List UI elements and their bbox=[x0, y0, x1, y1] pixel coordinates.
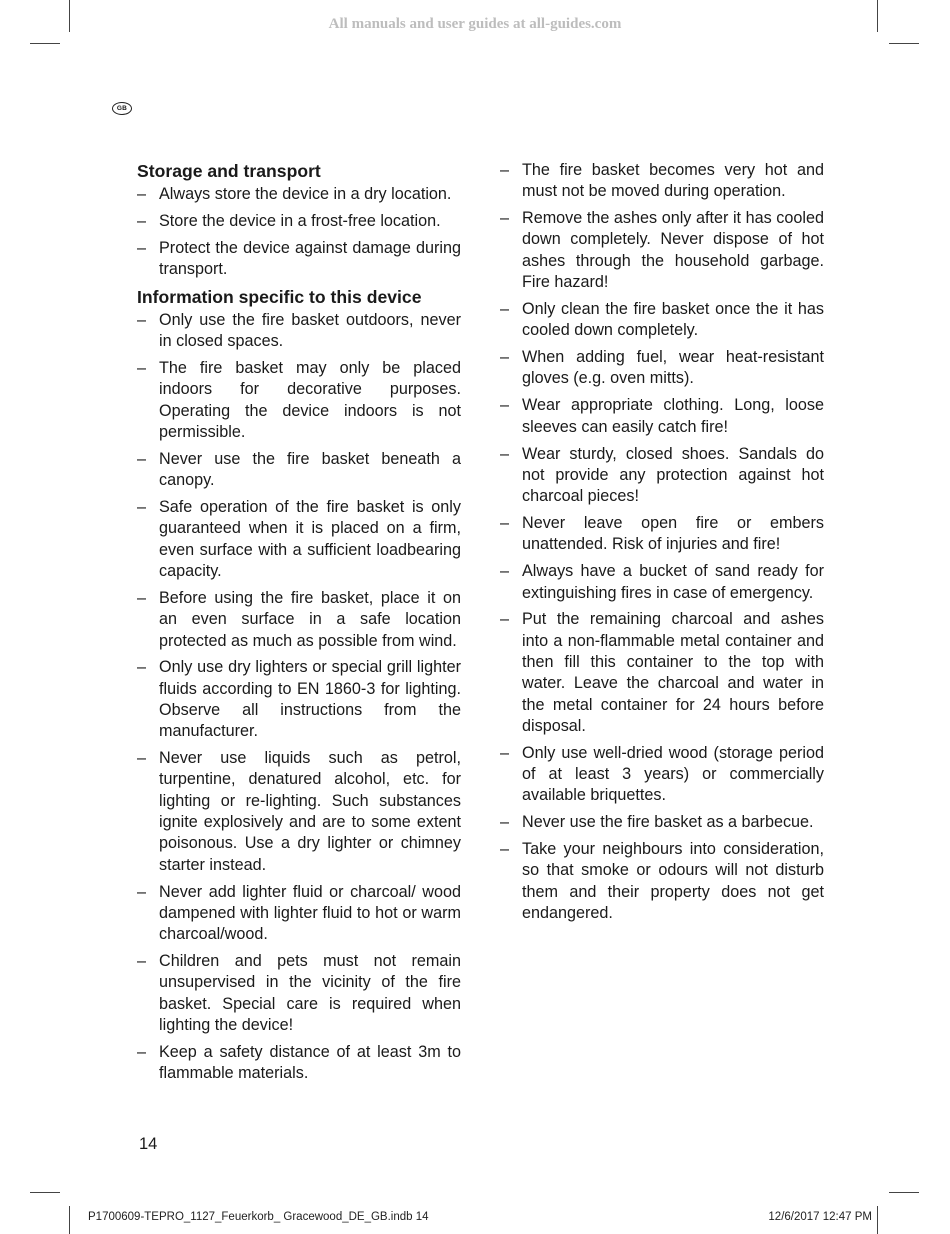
bullet-dash: – bbox=[500, 610, 510, 629]
bullet-dash: – bbox=[137, 658, 147, 677]
list-item bbox=[137, 588, 461, 652]
left-column bbox=[137, 160, 461, 1090]
language-badge: GB bbox=[112, 102, 132, 115]
storage-heading: Storage and transport bbox=[137, 161, 321, 181]
list-item-text: Protect the device against damage during transport. bbox=[159, 238, 461, 279]
bullet-dash: – bbox=[500, 813, 510, 832]
crop-mark bbox=[877, 1206, 878, 1234]
list-item bbox=[137, 449, 461, 492]
info-list bbox=[137, 310, 461, 1084]
list-item bbox=[500, 561, 824, 604]
list-item-text: Never use the fire basket as a barbecue. bbox=[522, 813, 814, 832]
list-item-text: Only use dry lighters or special grill lighter fluids according to EN 1860-3 for lighting. Observe all instructions from the manufacturer. bbox=[159, 658, 461, 741]
list-item-text: Always have a bucket of sand ready for extinguishing fires in case of emergency. bbox=[522, 562, 824, 602]
bullet-dash: – bbox=[500, 840, 510, 859]
bullet-dash: – bbox=[137, 882, 147, 901]
bullet-dash: – bbox=[500, 444, 510, 463]
list-item-text: Only clean the fire basket once the it has cooled down completely. bbox=[522, 299, 824, 340]
bullet-dash: – bbox=[137, 310, 147, 329]
list-item bbox=[500, 395, 824, 438]
list-item bbox=[500, 812, 824, 833]
crop-mark bbox=[889, 1192, 919, 1193]
bullet-dash: – bbox=[500, 348, 510, 367]
list-item bbox=[500, 299, 824, 342]
right-list bbox=[500, 160, 824, 924]
info-heading: Information specific to this device bbox=[137, 286, 422, 307]
list-item-text: Store the device in a frost-free location. bbox=[159, 211, 441, 230]
list-item-text: Only use the fire basket outdoors, never in closed spaces. bbox=[159, 310, 461, 351]
storage-list bbox=[137, 184, 461, 280]
footer-file-name: P1700609-TEPRO_1127_Feuerkorb_ Gracewood_DE_GB.indb 14 bbox=[88, 1211, 429, 1223]
bullet-dash: – bbox=[137, 1042, 147, 1061]
footer-date: 12/6/2017 12:47 PM bbox=[768, 1211, 872, 1223]
list-item bbox=[137, 211, 461, 232]
bullet-dash: – bbox=[500, 161, 510, 179]
bullet-dash: – bbox=[137, 211, 147, 230]
list-item bbox=[137, 184, 461, 205]
list-item bbox=[137, 1042, 461, 1085]
list-item bbox=[500, 208, 824, 293]
list-item-text: Keep a safety distance of at least 3m to flammable materials. bbox=[159, 1042, 461, 1083]
watermark: All manuals and user guides at all-guides.com bbox=[328, 16, 622, 32]
list-item-text: Put the remaining charcoal and ashes into a non-flammable metal container and then fill this container to the top with water. Leave the charcoal and water in the metal container for 24 hours before disposal. bbox=[522, 610, 824, 735]
crop-mark bbox=[30, 1192, 60, 1193]
bullet-dash: – bbox=[137, 359, 147, 378]
list-item bbox=[137, 882, 461, 946]
bullet-dash: – bbox=[500, 562, 510, 581]
bullet-dash: – bbox=[137, 498, 147, 517]
right-column bbox=[500, 160, 824, 930]
crop-mark bbox=[69, 0, 70, 32]
list-item bbox=[137, 310, 461, 353]
list-item-text: The fire basket becomes very hot and must not be moved during operation. bbox=[522, 161, 824, 201]
bullet-dash: – bbox=[137, 449, 147, 468]
bullet-dash: – bbox=[500, 209, 510, 228]
bullet-dash: – bbox=[137, 952, 147, 971]
page-number: 14 bbox=[139, 1135, 158, 1153]
bullet-dash: – bbox=[137, 238, 147, 257]
list-item-text: Only use well-dried wood (storage period of at least 3 years) or commercially available briquettes. bbox=[522, 743, 824, 805]
bullet-dash: – bbox=[500, 299, 510, 318]
crop-mark bbox=[889, 43, 919, 44]
crop-mark bbox=[30, 43, 60, 44]
list-item-text: Never use liquids such as petrol, turpentine, denatured alcohol, etc. for lighting or re-lighting. Such substances ignite explosively and are to some extent poisonous. Use a dry lighter or chimney starter instead. bbox=[159, 749, 461, 874]
list-item-text: The fire basket may only be placed indoors for decorative purposes. Operating the device indoors is not permissible. bbox=[159, 359, 461, 442]
bullet-dash: – bbox=[137, 185, 147, 203]
list-item-text: Never use the fire basket beneath a canopy. bbox=[159, 449, 461, 490]
list-item-text: Never add lighter fluid or charcoal/ wood dampened with lighter fluid to hot or warm charcoal/wood. bbox=[159, 882, 461, 944]
list-item bbox=[500, 743, 824, 807]
list-item-text: Children and pets must not remain unsupervised in the vicinity of the fire basket. Special care is required when lighting the device! bbox=[159, 952, 461, 1034]
list-item bbox=[137, 657, 461, 742]
crop-mark bbox=[69, 1206, 70, 1234]
list-item bbox=[500, 839, 824, 924]
list-item bbox=[500, 513, 824, 556]
list-item-text: Remove the ashes only after it has cooled down completely. Never dispose of hot ashes through the household garbage. Fire hazard! bbox=[522, 209, 824, 292]
list-item bbox=[137, 238, 461, 281]
list-item bbox=[500, 609, 824, 737]
list-item bbox=[500, 347, 824, 390]
list-item-text: Safe operation of the fire basket is only guaranteed when it is placed on a firm, even surface with a sufficient loadbearing capacity. bbox=[159, 498, 461, 581]
bullet-dash: – bbox=[500, 514, 510, 533]
list-item-text: Never leave open fire or embers unattended. Risk of injuries and fire! bbox=[522, 514, 824, 554]
list-item bbox=[137, 358, 461, 443]
bullet-dash: – bbox=[137, 588, 147, 607]
bullet-dash: – bbox=[137, 749, 147, 768]
list-item bbox=[137, 497, 461, 582]
list-item bbox=[500, 160, 824, 203]
bullet-dash: – bbox=[500, 743, 510, 762]
list-item-text: Before using the fire basket, place it on an even surface in a safe location protected as much as possible from wind. bbox=[159, 588, 461, 650]
list-item-text: Wear appropriate clothing. Long, loose sleeves can easily catch fire! bbox=[522, 396, 824, 436]
list-item bbox=[137, 748, 461, 876]
list-item-text: Wear sturdy, closed shoes. Sandals do not provide any protection against hot charcoal pieces! bbox=[522, 444, 824, 506]
crop-mark bbox=[877, 0, 878, 32]
list-item bbox=[137, 951, 461, 1036]
list-item-text: When adding fuel, wear heat-resistant gloves (e.g. oven mitts). bbox=[522, 348, 824, 388]
list-item-text: Take your neighbours into consideration, so that smoke or odours will not disturb them and their property does not get endangered. bbox=[522, 840, 824, 923]
bullet-dash: – bbox=[500, 396, 510, 415]
list-item-text: Always store the device in a dry location. bbox=[159, 185, 452, 203]
list-item bbox=[500, 444, 824, 508]
